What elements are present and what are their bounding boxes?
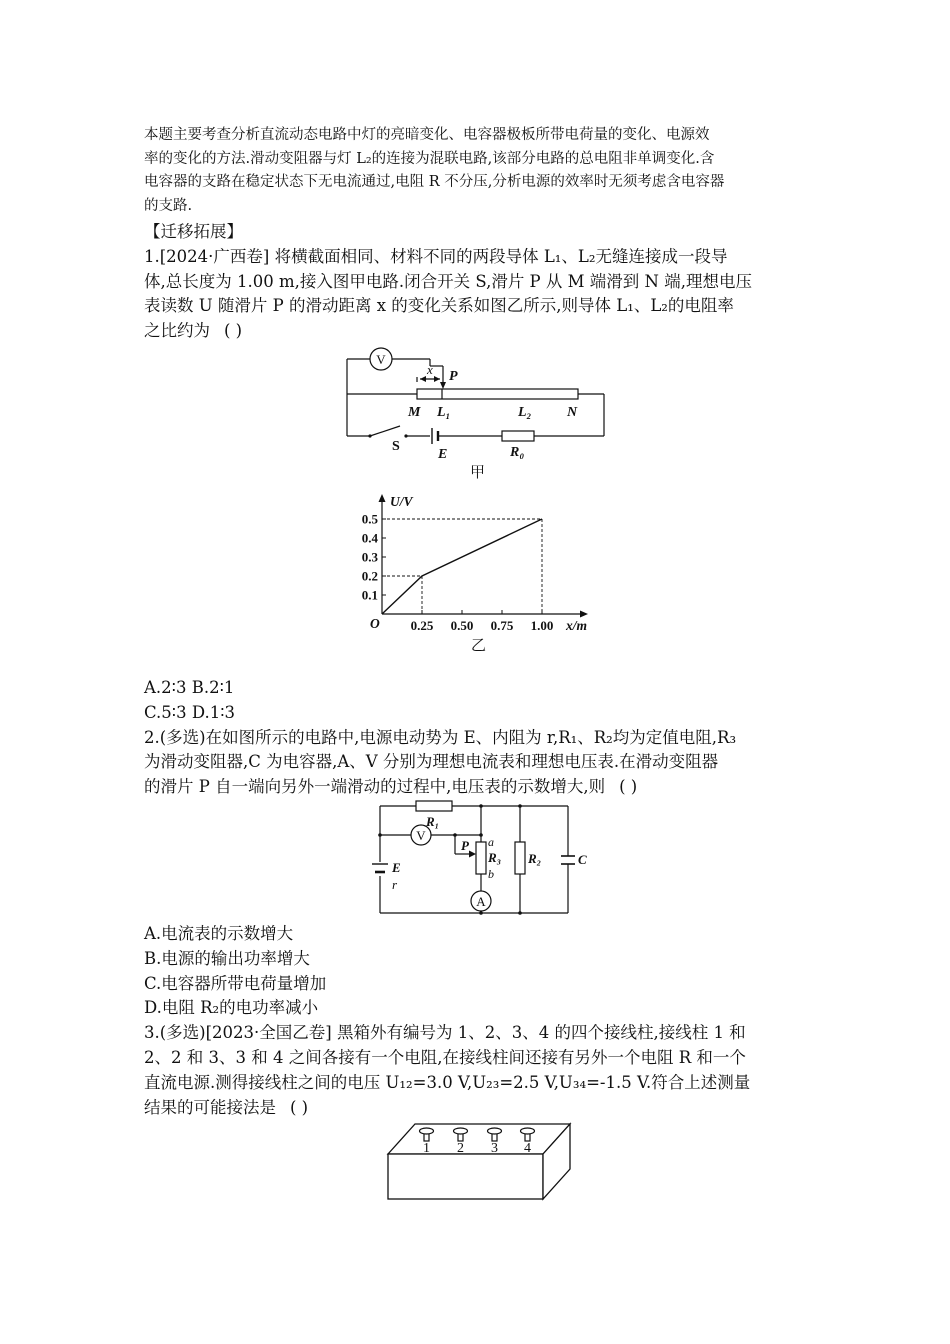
label-R2: R₂ <box>528 851 542 866</box>
y-tick-label: 0.4 <box>361 530 378 546</box>
y-axis-arrow <box>379 494 386 502</box>
section-title: 【迁移拓展】 <box>144 222 243 241</box>
q2-options-and-q3 <box>144 922 810 1120</box>
svg-text:V: V <box>376 352 386 367</box>
label-r: r <box>392 877 398 892</box>
y-tick-label: 0.5 <box>361 511 378 527</box>
label-R1: R₁ <box>426 814 440 829</box>
answer-blank: ( ) <box>224 321 243 341</box>
q2-line: 为滑动变阻器,C 为电容器,A、V 分别为理想电流表和理想电压表.在滑动变阻器 <box>144 752 719 772</box>
terminal-label: 4 <box>524 1141 531 1156</box>
ammeter-symbol <box>471 891 491 911</box>
black-box-diagram <box>380 1116 580 1206</box>
figure-caption: 甲 <box>470 465 486 481</box>
chart-caption: 乙 <box>471 638 487 654</box>
voltmeter-symbol <box>370 348 392 370</box>
label-L1: L₁ <box>437 405 451 420</box>
x-tick-label: 0.50 <box>450 618 474 633</box>
u-x-chart <box>348 488 608 658</box>
x-tick-label: 0.25 <box>410 618 434 633</box>
q1-line: 之比约为 ( ) <box>144 319 810 344</box>
q3-line: 结果的可能接法是 ( ) <box>144 1096 810 1121</box>
x-tick-label: 1.00 <box>530 618 554 633</box>
label-x: x <box>427 362 433 377</box>
x-tick-label: 0.75 <box>490 618 514 633</box>
q1-line: 1.[2024·广西卷] 将横截面相同、材料不同的两段导体 L₁、L₂无缝连接成一段导 <box>144 246 728 266</box>
svg-text:A: A <box>476 894 486 909</box>
label-P: P <box>461 838 469 853</box>
y-tick-label: 0.1 <box>361 587 378 603</box>
label-E: E <box>392 860 401 875</box>
label-P: P <box>449 369 458 384</box>
label-C: C <box>578 852 587 867</box>
x-axis-arrow <box>580 611 588 618</box>
q1-line: 体,总长度为 1.00 m,接入图甲电路.闭合开关 S,滑片 P 从 M 端滑到 N 端,理想电压 <box>144 271 752 291</box>
svg-text:V: V <box>416 828 426 843</box>
label-S: S <box>392 439 400 454</box>
label-R0: R₀ <box>510 445 525 460</box>
q1-option-line: C.5∶3 D.1∶3 <box>144 702 235 722</box>
answer-blank: ( ) <box>619 777 638 797</box>
x-axis-label: x/m <box>566 618 588 633</box>
document-page <box>144 124 810 344</box>
q3-line: 3.(多选)[2023·全国乙卷] 黑箱外有编号为 1、2、3、4 的四个接线柱,接线柱 1 和 <box>144 1023 746 1043</box>
label-E: E <box>438 447 448 462</box>
q1-option-line: A.2∶3 B.2∶1 <box>144 678 235 697</box>
q1-circuit-diagram <box>330 344 620 484</box>
intro-line: 电容器的支路在稳定状态下无电流通过,电阻 R 不分压,分析电源的效率时无须考虑含电容器 <box>144 174 725 190</box>
terminal-label: 3 <box>491 1141 498 1156</box>
label-L2: L₂ <box>518 405 532 420</box>
q1-line: 表读数 U 随滑片 P 的滑动距离 x 的变化关系如图乙所示,则导体 L₁、L₂的电阻率 <box>144 296 734 316</box>
intro-line: 本题主要考查分析直流动态电路中灯的亮暗变化、电容器极板所带电荷量的变化、电源效 <box>144 127 710 143</box>
q2-option: C.电容器所带电荷量增加 <box>144 973 327 993</box>
answer-blank: ( ) <box>290 1097 309 1117</box>
y-tick-label: 0.3 <box>361 549 378 565</box>
q3-line: 2、2 和 3、3 和 4 之间各接有一个电阻,在接线柱间还接有另外一个电阻 R 和一个 <box>144 1047 746 1067</box>
q2-line: 的滑片 P 自一端向另外一端滑动的过程中,电压表的示数增大,则 ( ) <box>144 775 810 800</box>
intro-line: 率的变化的方法.滑动变阻器与灯 L₂的连接为混联电路,该部分电路的总电阻非单调变化.含 <box>144 150 715 167</box>
y-axis-label: U/V <box>390 494 413 509</box>
label-N: N <box>567 405 578 420</box>
data-series-line <box>382 519 542 614</box>
label-R3: R₃ <box>488 850 502 865</box>
label-a: a <box>488 835 494 849</box>
intro-line: 的支路. <box>144 197 193 214</box>
q3-line: 直流电源.测得接线柱之间的电压 U₁₂=3.0 V,U₂₃=2.5 V,U₃₄=-1.5 V.符合上述测量 <box>144 1072 751 1092</box>
label-b: b <box>488 867 494 881</box>
q2-option: B.电源的输出功率增大 <box>144 948 310 968</box>
terminal-label: 1 <box>423 1141 430 1156</box>
terminal-label: 2 <box>457 1141 464 1156</box>
label-M: M <box>408 405 421 420</box>
q2-circuit-diagram <box>368 792 598 918</box>
q2-line: 2.(多选)在如图所示的电路中,电源电动势为 E、内阻为 r,R₁、R₂均为定值电阻,R₃ <box>144 727 737 747</box>
q2-option: D.电阻 R₂的电功率减小 <box>144 998 319 1018</box>
q1-options-and-q2 <box>144 676 810 800</box>
y-tick-label: 0.2 <box>361 568 378 584</box>
origin-label: O <box>370 616 380 631</box>
q2-option: A.电流表的示数增大 <box>144 924 294 943</box>
